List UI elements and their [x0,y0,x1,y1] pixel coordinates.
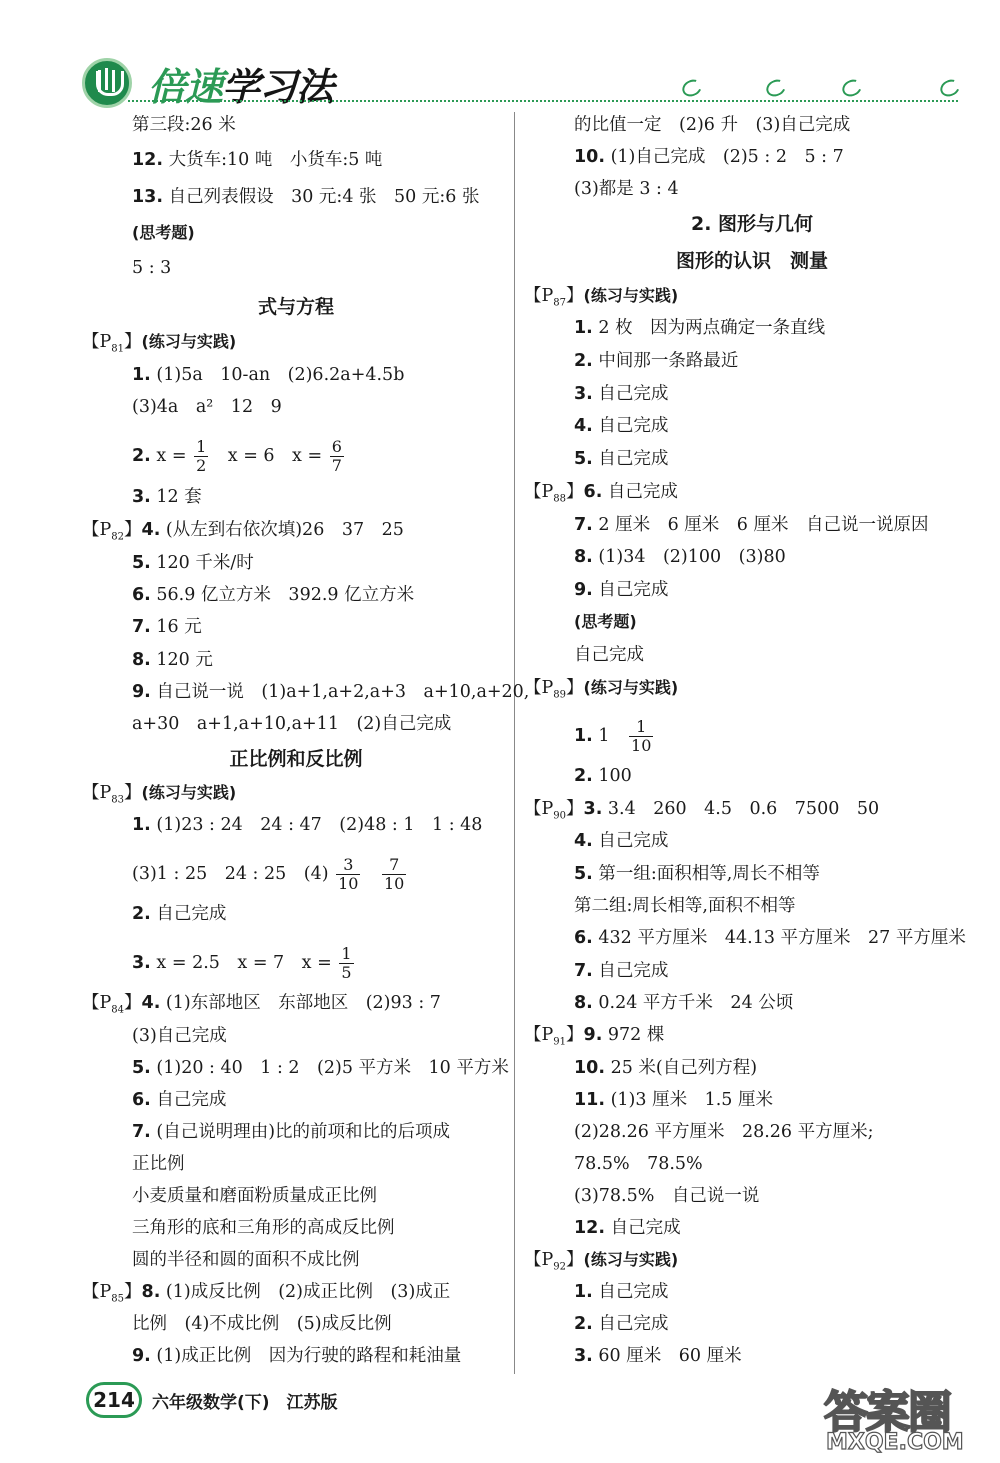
answer-item [574,578,668,602]
item-number: 1. [132,365,151,385]
page-ref-line [82,781,236,805]
page-ref-line [524,1023,664,1047]
answer-text: 60 厘米 60 厘米 [598,1346,742,1366]
page-ref-line [82,330,236,354]
item-number: 12. [574,1218,606,1238]
answer-text: 972 棵 [602,1025,665,1045]
item-number: 4. [141,993,161,1013]
answer-item [574,1312,668,1336]
answer-text: 第三段:26 米 [132,115,236,135]
answer-text: 3.4 260 4.5 0.6 7500 50 [602,799,880,819]
answer-item [574,447,668,471]
answer-item [574,1056,757,1080]
item-number: 9. [132,1346,151,1366]
item-number: 9. [132,682,151,702]
item-number: 7. [132,1122,151,1142]
answer-text: 正比例 [132,1154,185,1174]
answer-text: 120 元 [156,650,213,670]
answer-item [132,648,213,672]
answer-item [132,902,226,926]
page-reference: 【$P_{87}$】 [524,286,584,309]
header-divider [128,100,958,102]
answer-item [574,145,844,169]
page-ref-line [82,1280,450,1304]
answer-text: 自己完成 [156,904,227,924]
answer-item [574,1216,681,1240]
answer-text: 5 : 3 [132,258,172,278]
item-number: 6. [132,585,151,605]
answer-text: (2)28.26 平方厘米 28.26 平方厘米; [574,1122,874,1142]
fraction: $\frac{1}{10}$ [631,717,652,755]
answer-text: 自己完成 [602,482,678,502]
answer-text: 0.24 平方千米 24 公顷 [598,993,794,1013]
item-number: 8. [574,547,593,567]
answer-item [132,148,382,172]
page-header [0,0,1000,112]
answer-text: 自己完成 [610,1218,681,1238]
answer-item [132,363,404,387]
item-number: 6. [132,1090,151,1110]
swirl-decoration-icon [938,77,963,100]
answer-text: 432 平方厘米 44.13 平方厘米 27 平方厘米 [598,928,966,948]
answer-text: 圆的半径和圆的面积不成比例 [132,1250,360,1270]
answer-text: (3)78.5% 自己说一说 [574,1186,760,1206]
page-ref-line [524,797,879,821]
answer-item [132,680,529,704]
book-info: 六年级数学(下) 江苏版 [152,1393,338,1413]
answer-item [574,545,786,569]
answer-text: 第一组:面积相等,周长不相等 [598,864,820,884]
page-reference: 【$P_{81}$】 [82,332,142,355]
answer-text: (3)都是 3 : 4 [574,179,679,199]
answer-text: 25 米(自己列方程) [610,1058,758,1078]
item-number: 2. [574,1314,593,1334]
answer-text: 自己完成 [574,645,644,665]
answer-item [574,1280,668,1304]
item-number: 2. [132,446,151,466]
answer-text: 第二组:周长相等,面积不相等 [574,896,796,916]
swirl-decoration-icon [840,77,865,100]
item-number: 8. [574,993,593,1013]
answer-text: (1)东部地区 东部地区 (2)93 : 7 [160,993,441,1013]
page-ref-line [524,284,678,308]
section-heading: 正比例和反比例 [229,748,363,770]
item-number: 4. [574,416,593,436]
item-number: 4. [574,831,593,851]
watermark-logo: 答案圈 [824,1387,950,1438]
item-number: 7. [574,961,593,981]
item-number: 7. [574,515,593,535]
answer-text: 自己完成 [598,831,669,851]
section-heading: 图形的认识 测量 [676,250,829,272]
fraction: $\frac{1}{2}$ [196,437,207,475]
answer-text: (3)自己完成 [132,1026,227,1046]
answer-item [132,437,346,475]
item-number: 5. [574,864,593,884]
answer-item [132,185,479,209]
answer-item [574,829,668,853]
item-number: 7. [132,617,151,637]
answer-item [574,959,668,983]
answer-text: (1)成反比例 (2)成正比例 (3)成正 [160,1282,451,1302]
answer-text: 自己完成 [598,449,669,469]
page-reference: 【$P_{84}$】 [82,993,142,1016]
section-tag: (思考题) [574,612,637,631]
page-reference: 【$P_{92}$】 [524,1250,584,1273]
section-heading: 式与方程 [258,296,335,318]
answer-text: 自己列表假设 30 元:4 张 50 元:6 张 [168,187,480,207]
page-reference: 【$P_{88}$】 [524,482,584,505]
item-number: 2. [132,904,151,924]
page-reference: 【$P_{82}$】 [82,520,142,543]
item-number: 5. [574,449,593,469]
item-number: 6. [574,928,593,948]
answer-item [574,513,929,537]
answer-text: 的比值一定 (2)6 升 (3)自己完成 [574,115,851,135]
item-number: 8. [141,1282,161,1302]
answer-item [574,862,820,886]
answer-text: 自己完成 [598,1282,669,1302]
item-number: 2. [574,351,593,371]
answer-text: (1)34 (2)100 (3)80 [598,547,786,567]
fraction: $\frac{3}{10}$ [338,855,359,893]
answer-text: 自己完成 [598,384,669,404]
section-tag: (思考题) [132,223,195,242]
answer-text: 100 [598,766,632,786]
item-number: 5. [132,553,151,573]
answer-text: 16 元 [156,617,202,637]
page-ref-line [82,991,441,1015]
answer-text: x = $\frac{1}{2}$ x = 6 x = $\frac{6}{7}$ [156,437,342,475]
item-number: 1. [574,726,593,746]
answer-item [574,1088,773,1112]
answer-text: (1)成正比例 因为行驶的路程和耗油量 [156,1346,462,1366]
fraction: $\frac{6}{7}$ [331,437,342,475]
answer-text: 三角形的底和三角形的高成反比例 [132,1218,395,1238]
fraction: $\frac{1}{5}$ [341,944,352,982]
swirl-decoration-icon [764,77,789,100]
column-divider [514,112,515,1374]
answer-item [574,991,793,1015]
page-reference: 【$P_{89}$】 [524,678,584,701]
answer-text: 自己说一说 (1)a+1,a+2,a+3 a+10,a+20, [156,682,530,702]
item-number: 5. [132,1058,151,1078]
answer-text: 56.9 亿立方米 392.9 亿立方米 [156,585,415,605]
answer-item [574,1344,742,1368]
item-number: 10. [574,147,606,167]
item-number: 8. [132,650,151,670]
section-tag: (练习与实践) [141,332,237,351]
section-tag: (练习与实践) [583,1250,679,1269]
page-number: 214 [86,1382,142,1418]
answer-item [574,764,632,788]
watermark-url: MXQE.COM [826,1430,964,1455]
page-footer [0,1374,1000,1463]
item-number: 2. [574,766,593,786]
answer-text: 自己完成 [598,580,669,600]
answer-text: 大货车:10 吨 小货车:5 吨 [168,150,383,170]
answer-text: (1)3 厘米 1.5 厘米 [610,1090,773,1110]
answer-item [132,813,482,837]
answer-item [574,926,966,950]
answer-text: (1)23 : 24 24 : 47 (2)48 : 1 1 : 48 [156,815,483,835]
page-ref-line [524,676,678,700]
section-heading: 2. 图形与几何 [691,213,814,235]
answer-text: 自己完成 [598,416,669,436]
answer-item [132,615,202,639]
answer-item [574,316,825,340]
answer-text: 2 枚 因为两点确定一条直线 [598,318,826,338]
answer-text: 比例 (4)不成比例 (5)成反比例 [132,1314,392,1334]
page-ref-line [524,1248,678,1272]
answer-text: (3)4a a² 12 9 [132,397,282,417]
answer-text: 1 $\frac{1}{10}$ [598,717,652,755]
logo-icon [82,58,132,108]
answer-text: 中间那一条路最近 [598,351,739,371]
item-number: 9. [574,580,593,600]
answer-text: 12 套 [156,487,202,507]
answer-item [132,1344,461,1368]
item-number: 3. [574,384,593,404]
answer-text: (1)5a 10-an (2)6.2a+4.5b [156,365,405,385]
answer-text: 120 千米/时 [156,553,254,573]
item-number: 3. [132,487,151,507]
answer-text: a+30 a+1,a+10,a+11 (2)自己完成 [132,714,452,734]
answer-item [132,1088,226,1112]
answer-text: (1)自己完成 (2)5 : 2 5 : 7 [610,147,844,167]
item-number: 3. [583,799,603,819]
answer-item [132,944,356,982]
item-number: 1. [574,1282,593,1302]
answer-text: 78.5% 78.5% [574,1154,703,1174]
item-number: 6. [583,482,603,502]
page-reference: 【$P_{90}$】 [524,799,584,822]
answer-text: 2 厘米 6 厘米 6 厘米 自己说一说原因 [598,515,929,535]
item-number: 3. [132,953,151,973]
item-number: 1. [574,318,593,338]
answer-text: (从左到右依次填)26 37 25 [160,520,404,540]
answer-text: (3)1 : 25 24 : 25 (4) $\frac{3}{10}$ $\frac{7}{10}$ [132,855,405,893]
item-number: 1. [132,815,151,835]
swirl-decoration-icon [680,77,705,100]
watermark [818,1374,990,1460]
book-series-title: 倍速学习法 [148,65,334,109]
page-reference: 【$P_{85}$】 [82,1282,142,1305]
answer-text: (自己说明理由)比的前项和比的后项成 [156,1122,451,1142]
answer-text: 小麦质量和磨面粉质量成正比例 [132,1186,377,1206]
answer-text: x = 2.5 x = 7 x = $\frac{1}{5}$ [156,944,352,982]
answer-item [574,349,738,373]
item-number: 10. [574,1058,606,1078]
section-tag: (练习与实践) [583,286,679,305]
answer-text: 自己完成 [598,961,669,981]
page-reference: 【$P_{83}$】 [82,783,142,806]
page-ref-line [82,518,404,542]
answer-item [574,717,655,755]
fraction: $\frac{7}{10}$ [383,855,405,893]
answer-item [132,551,254,575]
item-number: 3. [574,1346,593,1366]
answer-item [132,1120,450,1144]
item-number: 11. [574,1090,606,1110]
item-number: 9. [583,1025,603,1045]
answer-text: 自己完成 [598,1314,669,1334]
answer-item [574,414,668,438]
answer-text: 自己完成 [156,1090,227,1110]
page-reference: 【$P_{91}$】 [524,1025,584,1048]
item-number: 4. [141,520,161,540]
item-number: 13. [132,187,164,207]
answer-item [132,485,202,509]
answer-text: (1)20 : 40 1 : 2 (2)5 平方米 10 平方米 [156,1058,509,1078]
section-tag: (练习与实践) [583,678,679,697]
answer-item [574,382,668,406]
section-tag: (练习与实践) [141,783,237,802]
answer-item [132,1056,509,1080]
page-ref-line [524,480,678,504]
item-number: 12. [132,150,164,170]
answer-item [132,583,414,607]
